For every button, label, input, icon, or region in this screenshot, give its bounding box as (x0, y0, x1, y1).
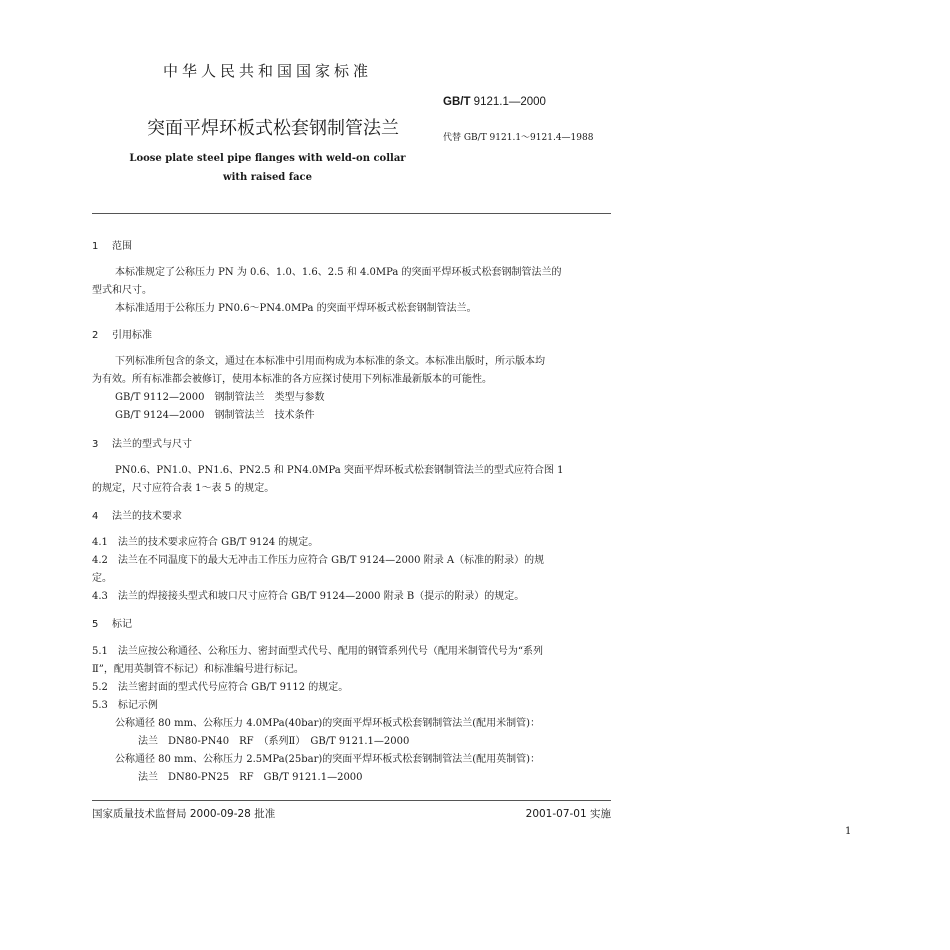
reference-item: GB/T 9112—2000 钢制管法兰 类型与参数 (115, 392, 325, 403)
section-heading-technical-requirements (92, 507, 182, 522)
section-number: 2 (92, 330, 99, 341)
paragraph-line: 为有效。所有标准都会被修订，使用本标准的各方应探讨使用下列标准最新版本的可能性。 (92, 374, 492, 385)
section-number: 4 (92, 511, 99, 522)
paragraph-line: 下列标准所包含的条文，通过在本标准中引用而构成为本标准的条文。本标准出版时，所示版本均 (115, 356, 545, 367)
section-number: 1 (92, 241, 99, 252)
paragraph-line: 本标准规定了公称压力 PN 为 0.6、1.0、1.6、2.5 和 4.0MPa 的突面平焊环板式松套钢制管法兰的 (115, 267, 562, 278)
clause-line: Ⅱ”，配用英制管不标记）和标准编号进行标记。 (92, 664, 304, 675)
page-number: 1 (845, 826, 852, 837)
issuing-country-title: 中华人民共和国国家标准 (163, 62, 373, 80)
section-number: 5 (92, 619, 99, 630)
standard-code: 9121.1—2000 (470, 96, 546, 108)
paragraph-line: PN0.6、PN1.0、PN1.6、PN2.5 和 PN4.0MPa 突面平焊环板式松套钢制管法兰的型式应符合图 1 (115, 465, 564, 476)
document-title-cn: 突面平焊环板式松套钢制管法兰 (147, 118, 399, 139)
section-title: 法兰的技术要求 (112, 511, 182, 522)
section-title: 引用标准 (112, 330, 152, 341)
header-divider (92, 213, 611, 214)
effective-date: 2001-07-01 实施 (525, 808, 611, 820)
document-title-en (90, 149, 445, 187)
section-title: 范围 (112, 241, 132, 252)
example-marking: 法兰 DN80-PN25 RF GB/T 9121.1—2000 (138, 772, 363, 783)
standard-prefix: GB/T (443, 96, 471, 108)
section-heading-scope (92, 237, 132, 252)
example-marking: 法兰 DN80-PN40 RF （系列Ⅱ） GB/T 9121.1—2000 (138, 736, 410, 747)
paragraph-line: 本标准适用于公称压力 PN0.6～PN4.0MPa 的突面平焊环板式松套钢制管法兰。 (115, 303, 477, 314)
paragraph-line: 的规定，尺寸应符合表 1～表 5 的规定。 (92, 483, 275, 494)
clause-line: 5.1 法兰应按公称通径、公称压力、密封面型式代号、配用的钢管系列代号（配用米制管代号为“系列 (92, 646, 544, 657)
approval-date: 国家质量技术监督局 2000-09-28 批准 (92, 808, 276, 820)
example-description: 公称通径 80 mm、公称压力 4.0MPa(40bar)的突面平焊环板式松套钢制管法兰(配用米制管)： (115, 718, 541, 729)
clause-line: 5.2 法兰密封面的型式代号应符合 GB/T 9112 的规定。 (92, 682, 349, 693)
clause-line: 5.3 标记示例 (92, 700, 158, 711)
reference-item: GB/T 9124—2000 钢制管法兰 技术条件 (115, 410, 315, 421)
section-number: 3 (92, 439, 99, 450)
section-title: 标记 (112, 619, 132, 630)
title-en-line2: with raised face (222, 172, 313, 183)
section-heading-marking (92, 615, 132, 630)
clause-line: 定。 (92, 573, 112, 584)
example-description: 公称通径 80 mm、公称压力 2.5MPa(25bar)的突面平焊环板式松套钢制管法兰(配用英制管)： (115, 754, 541, 765)
replaces-note: 代替 GB/T 9121.1～9121.4—1988 (443, 133, 594, 143)
clause-line: 4.1 法兰的技术要求应符合 GB/T 9124 的规定。 (92, 537, 319, 548)
section-heading-references (92, 326, 152, 341)
clause-line: 4.2 法兰在不同温度下的最大无冲击工作压力应符合 GB/T 9124—2000 附录 A（标准的附录）的规 (92, 555, 545, 566)
clause-line: 4.3 法兰的焊接接头型式和坡口尺寸应符合 GB/T 9124—2000 附录 B（提示的附录）的规定。 (92, 591, 525, 602)
standard-number (443, 96, 546, 108)
section-title: 法兰的型式与尺寸 (112, 439, 192, 450)
paragraph-line: 型式和尺寸。 (92, 285, 152, 296)
footer-divider (92, 800, 611, 801)
section-heading-form-dimensions (92, 435, 192, 450)
title-en-line1: Loose plate steel pipe flanges with weld-on collar (129, 153, 406, 164)
